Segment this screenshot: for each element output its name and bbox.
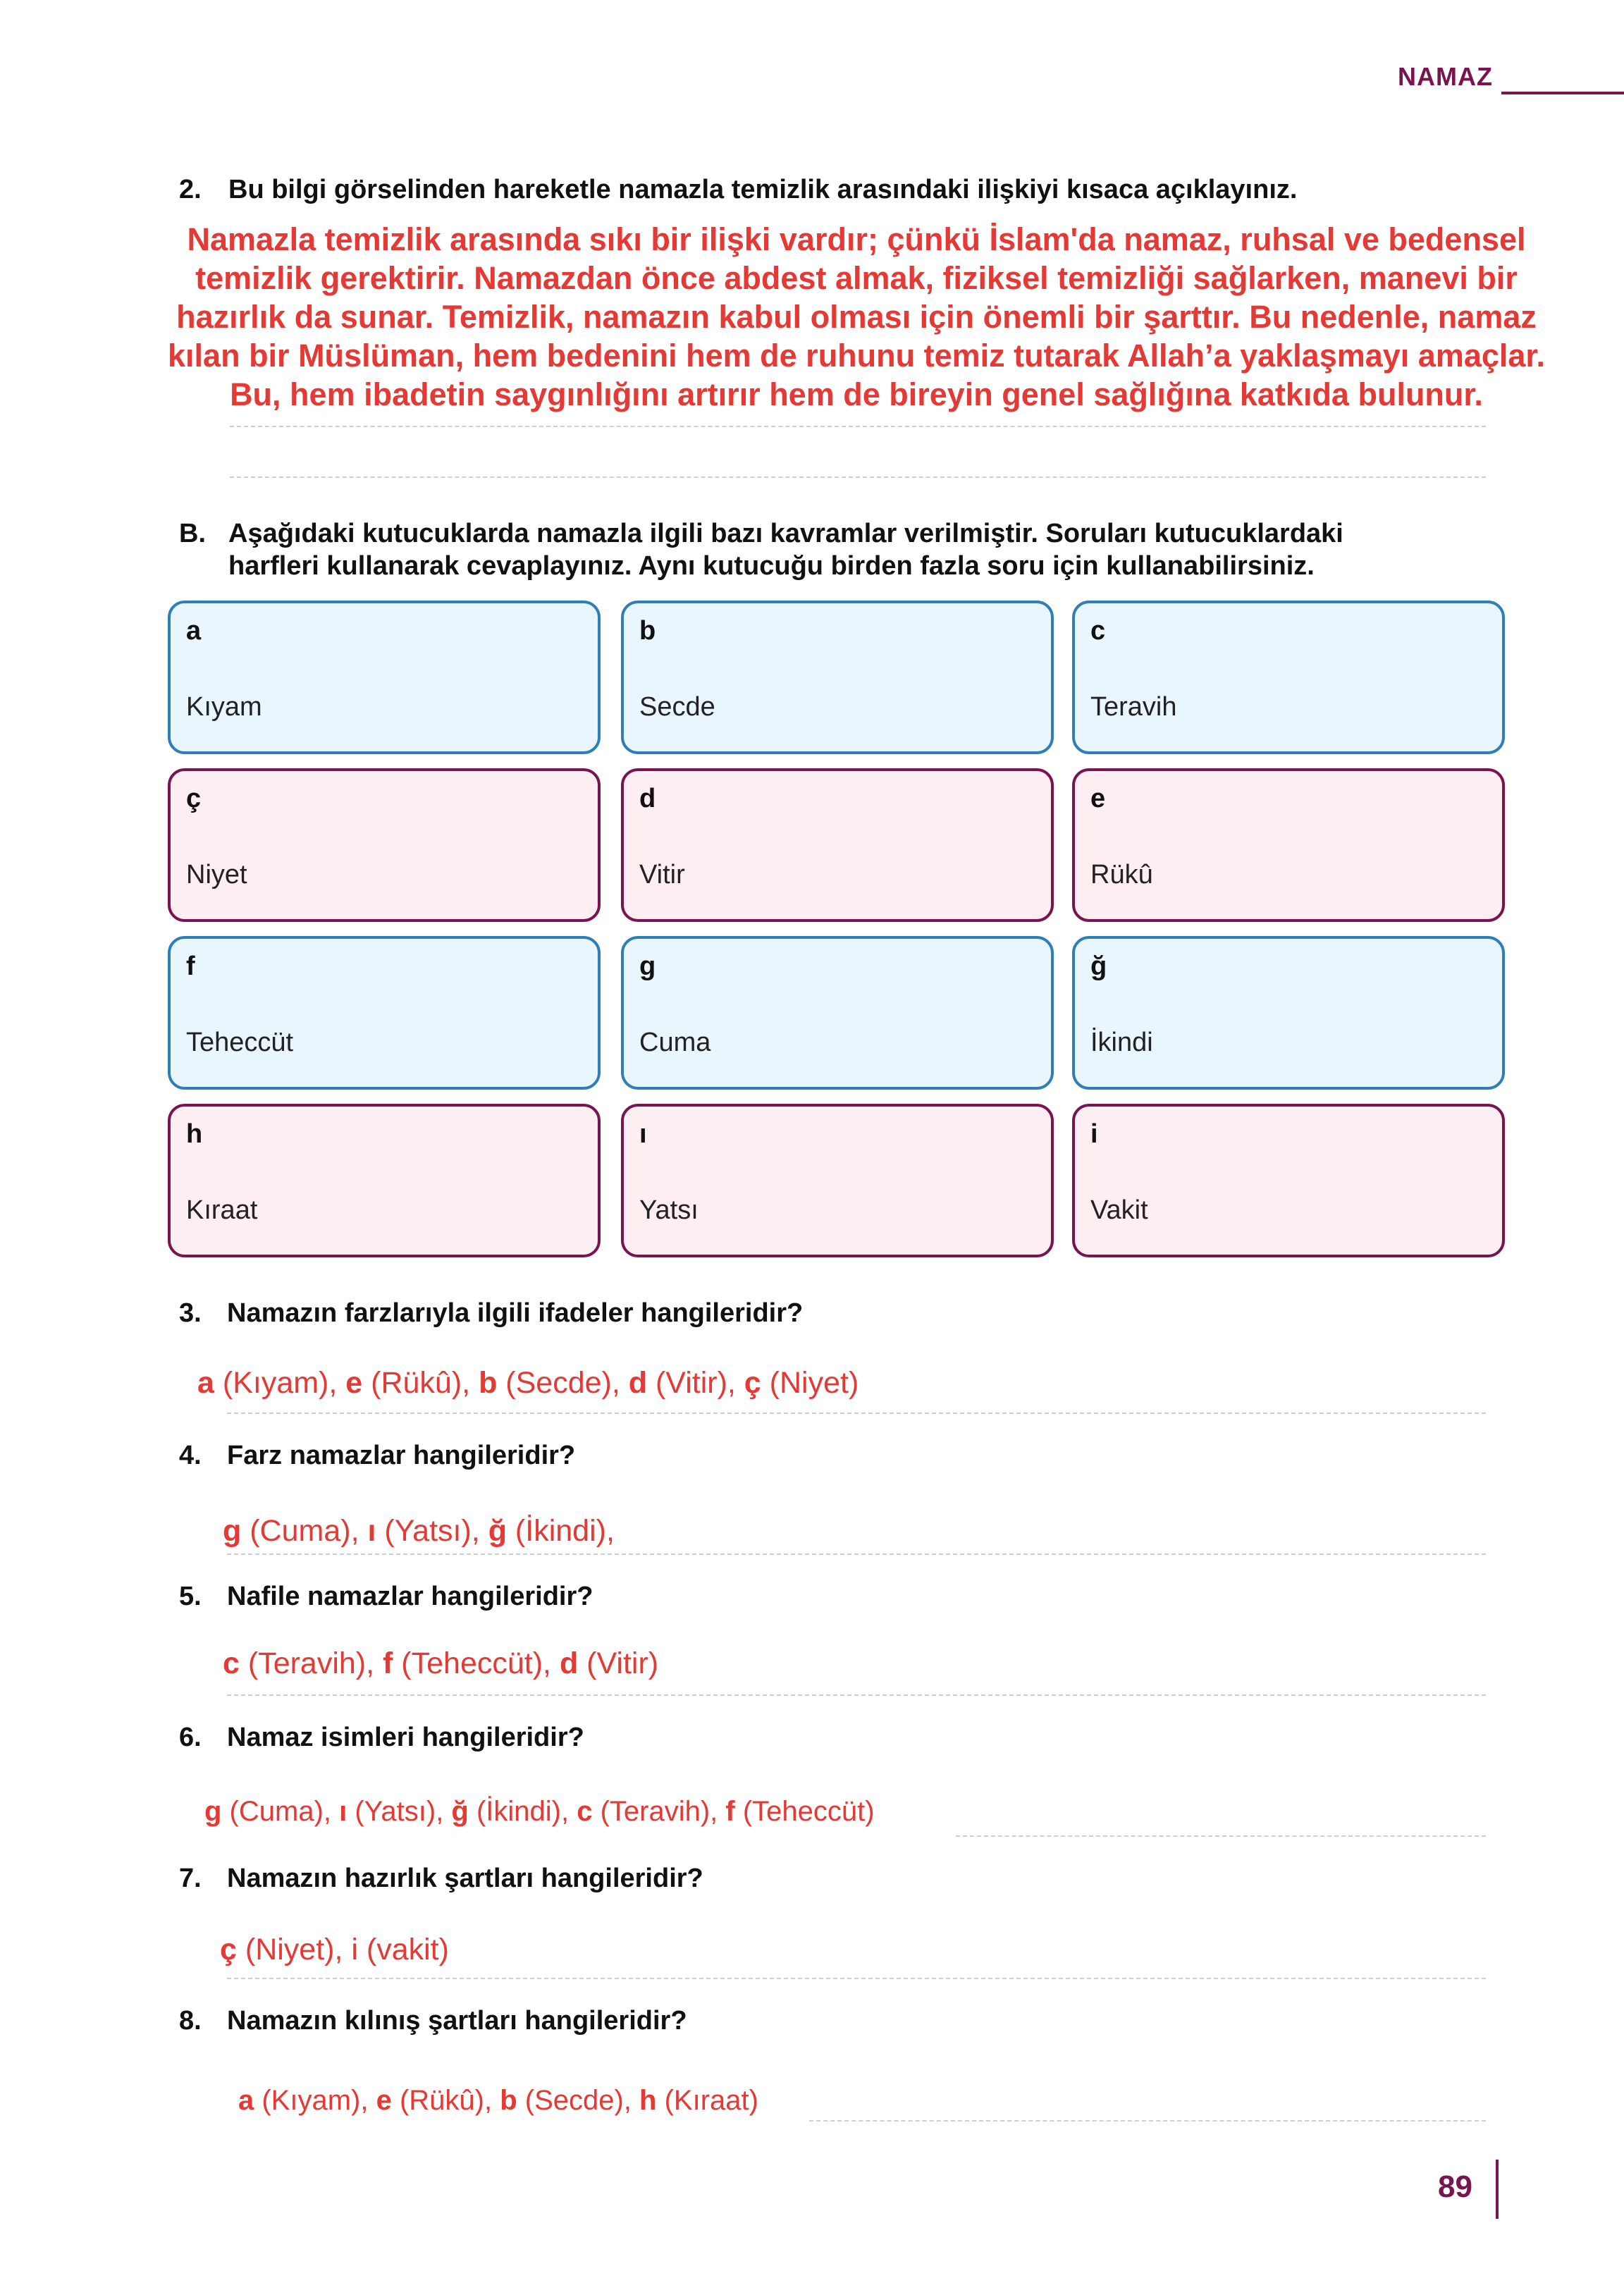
question-5-answer [223,1646,658,1681]
answer-line-dashed [809,2120,1486,2122]
question-6-number: 6. [179,1723,202,1752]
answer-letter: e [376,2085,392,2116]
answer-letter: ğ [488,1514,507,1548]
concept-box-f [168,936,601,1090]
concept-box-c-cedilla [168,768,601,922]
box-term: Vakit [1090,1195,1148,1225]
answer-line: hazırlık da sunar. Temizlik, namazın kabul olması için önemli bir şarttır. Bu nedenle, namaz [176,299,1537,335]
box-term: Kıyam [186,692,262,722]
question-4-text: Farz namazlar hangileridir? [227,1441,576,1470]
answer-term: (Teravih), [239,1646,383,1680]
box-term: İkindi [1090,1028,1153,1057]
answer-letter: b [500,2085,517,2116]
section-b-instruction-1: Aşağıdaki kutucuklarda namazla ilgili bazı kavramlar verilmiştir. Soruları kutucuklardaki [228,519,1343,548]
concept-box-e [1072,768,1505,922]
concept-box-d [621,768,1054,922]
box-letter: a [186,616,202,646]
answer-term: (Niyet) [761,1366,859,1400]
question-5-number: 5. [179,1582,202,1611]
answer-term: (Teravih), [592,1796,726,1827]
answer-letter: ı [367,1514,376,1548]
answer-letter: a [197,1366,214,1400]
answer-letter: d [628,1366,648,1400]
concept-box-c [1072,601,1505,754]
answer-letter: c [577,1796,593,1827]
concept-box-g [621,936,1054,1090]
question-3-number: 3. [179,1298,202,1328]
question-4-answer [223,1514,615,1549]
box-term: Cuma [639,1028,711,1057]
question-7-answer [220,1933,449,1967]
answer-term: (Rükû), [362,1366,479,1400]
answer-line-dashed [230,476,1486,478]
question-4-number: 4. [179,1441,202,1470]
question-5-text: Nafile namazlar hangileridir? [227,1582,593,1611]
question-8-answer [238,2085,758,2117]
answer-letter: ç [744,1366,761,1400]
box-term: Yatsı [639,1195,699,1225]
concept-box-i [1072,1104,1505,1257]
page-number: 89 [1438,2169,1472,2204]
section-b-label: B. [179,519,206,548]
answer-line: Namazla temizlik arasında sıkı bir ilişki vardır; çünkü İslam'da namaz, ruhsal ve bedensel [187,221,1526,257]
answer-term: (Kıyam), [254,2085,376,2116]
answer-letter: f [383,1646,393,1680]
answer-term: (Vitir), [647,1366,744,1400]
question-6-answer [204,1796,875,1828]
box-letter: ç [186,784,202,813]
section-b-instruction-2: harfleri kullanarak cevaplayınız. Aynı kutucuğu birden fazla soru için kullanabilirsiniz. [228,551,1315,581]
answer-line-dashed [227,1694,1486,1696]
header-divider [1501,92,1624,94]
box-letter: ı [639,1119,647,1149]
question-6-text: Namaz isimleri hangileridir? [227,1723,584,1752]
question-7-number: 7. [179,1864,202,1893]
answer-line-dashed [227,1978,1486,1979]
answer-term: (Yatsı), [347,1796,452,1827]
answer-letter: d [559,1646,579,1680]
question-3-answer [197,1366,859,1401]
box-letter: g [639,952,656,981]
concept-box-g-breve [1072,936,1505,1090]
question-3-text: Namazın farzlarıyla ilgili ifadeler hangileridir? [227,1298,804,1328]
box-term: Kıraat [186,1195,258,1225]
box-term: Secde [639,692,715,722]
box-term: Niyet [186,860,247,889]
answer-term: (Yatsı), [376,1514,488,1548]
answer-term: (Vitir) [578,1646,659,1680]
box-letter: b [639,616,656,646]
question-2-text: Bu bilgi görselinden hareketle namazla temizlik arasındaki ilişkiyi kısaca açıklayınız. [228,175,1298,204]
answer-term: (Rükû), [391,2085,500,2116]
answer-term: (İkindi), [506,1514,615,1548]
question-8-text: Namazın kılınış şartları hangileridir? [227,2006,687,2036]
answer-term: (Teheccüt) [734,1796,875,1827]
answer-letter: ı [339,1796,347,1827]
answer-term: (İkindi), [468,1796,577,1827]
answer-term: (Secde), [497,1366,629,1400]
question-2-number: 2. [179,175,202,204]
answer-line-dashed [227,1553,1486,1555]
concept-box-a [168,601,601,754]
answer-term: (Cuma), [221,1796,340,1827]
answer-line: temizlik gerektirir. Namazdan önce abdest almak, fiziksel temizliği sağlarken, manevi bir [195,260,1518,296]
answer-term: (Kıraat) [656,2085,758,2116]
answer-term: (Teheccüt), [393,1646,560,1680]
answer-line: Bu, hem ibadetin saygınlığını artırır hem de bireyin genel sağlığına katkıda bulunur. [230,376,1483,412]
box-term: Teheccüt [186,1028,294,1057]
answer-line-dashed [230,426,1486,427]
answer-line-dashed [227,1412,1486,1414]
page-number-bar [1496,2160,1499,2219]
answer-letter: ğ [451,1796,469,1827]
box-letter: i [1090,1119,1098,1149]
answer-letter: f [725,1796,735,1827]
box-letter: c [1090,616,1106,646]
answer-letter: e [345,1366,363,1400]
box-letter: e [1090,784,1106,813]
answer-letter: a [238,2085,254,2116]
answer-letter: c [223,1646,240,1680]
answer-term: (Cuma), [241,1514,368,1548]
chapter-title: NAMAZ [1398,62,1493,91]
answer-letter: b [479,1366,498,1400]
answer-line-dashed [956,1835,1486,1837]
answer-line: kılan bir Müslüman, hem bedenini hem de ruhunu temiz tutarak Allah’a yaklaşmayı amaçlar. [168,338,1545,374]
question-8-number: 8. [179,2006,202,2036]
box-term: Teravih [1090,692,1177,722]
concept-box-b [621,601,1054,754]
question-2-answer [155,220,1558,414]
question-7-text: Namazın hazırlık şartları hangileridir? [227,1864,703,1893]
concept-box-dotless-i [621,1104,1054,1257]
answer-letter: g [223,1514,242,1548]
box-letter: f [186,952,195,981]
concept-box-h [168,1104,601,1257]
box-letter: ğ [1090,952,1107,981]
box-term: Vitir [639,860,685,889]
box-term: Rükû [1090,860,1153,889]
answer-term: (Secde), [517,2085,640,2116]
answer-letter: h [639,2085,657,2116]
answer-term: (Niyet), i (vakit) [236,1933,449,1966]
answer-term: (Kıyam), [214,1366,346,1400]
box-letter: d [639,784,656,813]
answer-letter: ç [220,1933,237,1966]
answer-letter: g [204,1796,222,1827]
box-letter: h [186,1119,203,1149]
